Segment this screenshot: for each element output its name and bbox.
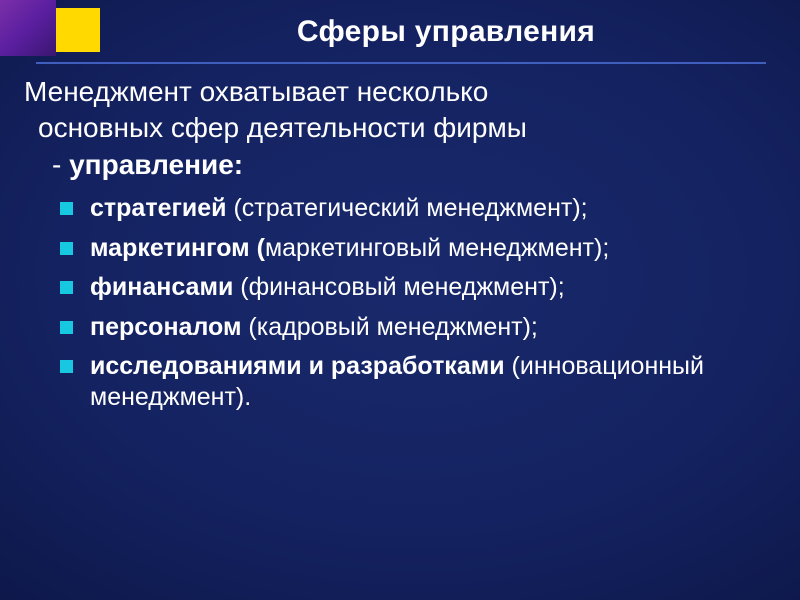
list-item [60,272,790,303]
list-item [60,351,790,412]
slide-body [0,74,800,421]
title-divider [36,62,766,64]
lead-paragraph [0,74,800,183]
square-bullet-icon [60,202,73,215]
title-container [110,8,782,64]
purple-square-icon [0,0,56,56]
list-item-rest: маркетинговый менеджмент); [264,233,610,262]
list-item-bold: маркетингом ( [90,233,265,262]
list-item-bold: исследованиями и разработками [90,352,505,381]
lead-line-2: основных сфер деятельности фирмы [38,112,527,144]
list-item [60,312,790,343]
lead-line-3 [24,147,786,183]
square-bullet-icon [60,360,73,373]
lead-line-3-text: управление: [69,148,244,180]
list-item-bold: персоналом [90,312,242,341]
page-title: Сферы управления [296,15,596,48]
list-item [60,233,790,264]
square-bullet-icon [60,321,73,334]
list-item [60,193,790,224]
list-item-rest: (кадровый менеджмент); [241,312,538,341]
list-item-rest: (инновационный менеджмент). [90,352,704,411]
square-bullet-icon [60,281,73,294]
list-item-rest: (стратегический менеджмент); [226,194,588,223]
list-item-rest: (финансовый менеджмент); [233,273,565,302]
bullet-list [0,193,800,412]
lead-line-1: Менеджмент охватывает несколько [24,76,489,107]
list-item-bold: финансами [90,273,234,302]
decorative-squares [0,0,110,62]
yellow-square-icon [56,8,100,52]
list-item-bold: стратегией [90,194,227,223]
lead-line-3-dash: - [52,148,70,180]
square-bullet-icon [60,242,73,255]
